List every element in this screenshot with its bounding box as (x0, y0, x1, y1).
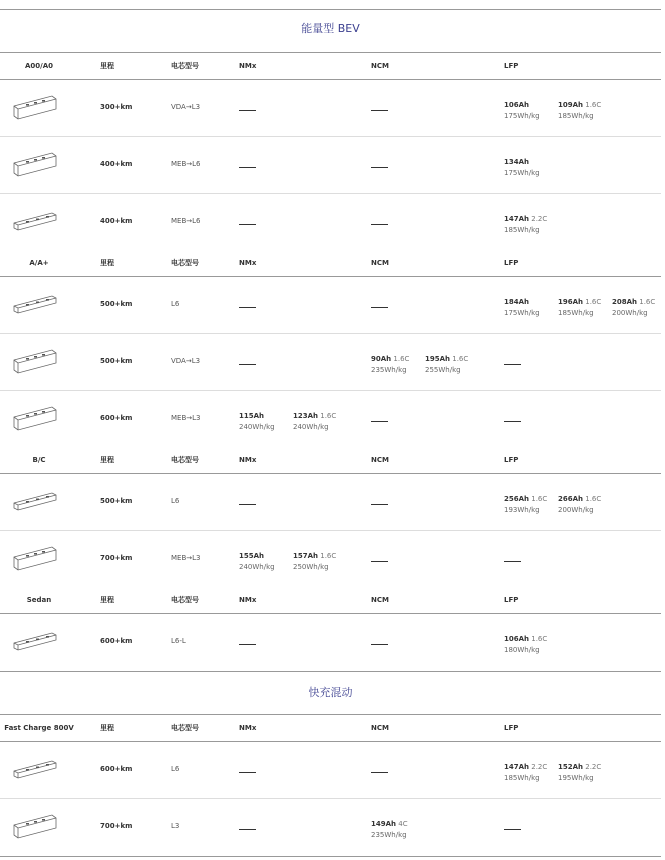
battery-cell-image (12, 403, 58, 435)
c-rate: 1.6C (585, 298, 602, 306)
empty-dash (371, 561, 388, 562)
cell-model: L6-L (171, 637, 186, 645)
energy-density: 235Wh/kg (371, 831, 407, 839)
category-label: A/A+ (29, 259, 49, 267)
column-header: LFP (504, 456, 519, 464)
empty-dash (371, 504, 388, 505)
energy-density: 185Wh/kg (558, 309, 594, 317)
group-header (0, 587, 661, 613)
energy-density: 175Wh/kg (504, 169, 540, 177)
column-header: NCM (371, 724, 389, 732)
c-rate: 2.2C (585, 763, 602, 771)
empty-dash (239, 829, 256, 830)
energy-density: 250Wh/kg (293, 563, 329, 571)
column-header: NCM (371, 259, 389, 267)
column-header: 里程 (100, 724, 114, 732)
column-header: 里程 (100, 456, 114, 464)
range-value: 500+km (100, 300, 133, 308)
column-header: LFP (504, 596, 519, 604)
range-value: 400+km (100, 217, 133, 225)
energy-density: 185Wh/kg (504, 774, 540, 782)
cell-spec (371, 354, 409, 376)
cell-spec (504, 157, 540, 179)
empty-dash (239, 307, 256, 308)
column-header: NCM (371, 596, 389, 604)
battery-cell-image (12, 486, 58, 518)
c-rate: 1.6C (452, 355, 469, 363)
capacity-value: 147Ah (504, 215, 530, 223)
capacity-value: 90Ah (371, 355, 392, 363)
cell-spec (504, 297, 540, 319)
empty-dash (504, 561, 521, 562)
c-rate: 4C (398, 820, 408, 828)
cell-model: MEB→L6 (171, 217, 201, 225)
cell-spec (239, 551, 275, 573)
capacity-value: 266Ah (558, 495, 584, 503)
cell-model: MEB→L6 (171, 160, 201, 168)
empty-dash (504, 421, 521, 422)
range-value: 400+km (100, 160, 133, 168)
battery-cell-image (12, 149, 58, 181)
empty-dash (504, 829, 521, 830)
column-header: NMx (239, 456, 257, 464)
c-rate: 1.6C (320, 412, 337, 420)
table-divider (0, 473, 661, 474)
c-rate: 1.6C (585, 101, 602, 109)
group-header (0, 53, 661, 79)
c-rate: 2.2C (531, 763, 548, 771)
table-divider (0, 136, 661, 137)
range-value: 700+km (100, 554, 133, 562)
energy-density: 200Wh/kg (558, 506, 594, 514)
cell-model: L3 (171, 822, 180, 830)
battery-cell-image (12, 206, 58, 238)
column-header: 电芯型号 (171, 456, 199, 464)
capacity-value: 208Ah (612, 298, 638, 306)
column-header: NMx (239, 62, 257, 70)
column-header: 里程 (100, 259, 114, 267)
empty-dash (371, 644, 388, 645)
battery-cell-image (12, 289, 58, 321)
column-header: NMx (239, 596, 257, 604)
cell-spec (371, 819, 408, 841)
column-header: 里程 (100, 62, 114, 70)
battery-cell-image (12, 543, 58, 575)
empty-dash (239, 644, 256, 645)
energy-density: 240Wh/kg (239, 423, 275, 431)
cell-spec (558, 100, 601, 122)
energy-density: 240Wh/kg (239, 563, 275, 571)
energy-density: 193Wh/kg (504, 506, 540, 514)
column-header: 里程 (100, 596, 114, 604)
energy-density: 175Wh/kg (504, 112, 540, 120)
cell-spec (504, 494, 547, 516)
cell-spec (293, 411, 336, 433)
table-divider (0, 613, 661, 614)
energy-density: 240Wh/kg (293, 423, 329, 431)
cell-model: MEB→L3 (171, 414, 201, 422)
battery-cell-image (12, 811, 58, 843)
category-label: B/C (32, 456, 46, 464)
cell-spec (425, 354, 468, 376)
table-divider (0, 9, 661, 10)
column-header: NCM (371, 456, 389, 464)
cell-spec (239, 411, 275, 433)
section-title: 能量型 BEV (301, 22, 360, 35)
empty-dash (504, 364, 521, 365)
energy-density: 195Wh/kg (558, 774, 594, 782)
category-label: Sedan (26, 596, 52, 604)
column-header: 电芯型号 (171, 259, 199, 267)
capacity-value: 152Ah (558, 763, 584, 771)
energy-density: 180Wh/kg (504, 646, 540, 654)
cell-spec (558, 297, 601, 319)
empty-dash (239, 110, 256, 111)
c-rate: 1.6C (393, 355, 410, 363)
capacity-value: 106Ah (504, 101, 530, 109)
cell-model: MEB→L3 (171, 554, 201, 562)
energy-density: 185Wh/kg (504, 226, 540, 234)
table-divider (0, 276, 661, 277)
capacity-value: 109Ah (558, 101, 584, 109)
group-header (0, 250, 661, 276)
range-value: 600+km (100, 637, 133, 645)
empty-dash (371, 307, 388, 308)
c-rate: 1.6C (531, 495, 548, 503)
c-rate: 1.6C (585, 495, 602, 503)
energy-density: 185Wh/kg (558, 112, 594, 120)
capacity-value: 134Ah (504, 158, 530, 166)
capacity-value: 106Ah (504, 635, 530, 643)
cell-spec (558, 762, 601, 784)
column-header: 电芯型号 (171, 724, 199, 732)
cell-spec (504, 634, 547, 656)
energy-density: 235Wh/kg (371, 366, 407, 374)
empty-dash (371, 110, 388, 111)
cell-spec (293, 551, 336, 573)
empty-dash (371, 421, 388, 422)
capacity-value: 123Ah (293, 412, 319, 420)
energy-density: 255Wh/kg (425, 366, 461, 374)
capacity-value: 195Ah (425, 355, 451, 363)
table-divider (0, 390, 661, 391)
energy-density: 175Wh/kg (504, 309, 540, 317)
energy-density: 200Wh/kg (612, 309, 648, 317)
empty-dash (371, 167, 388, 168)
table-divider (0, 671, 661, 672)
battery-cell-image (12, 346, 58, 378)
column-header: LFP (504, 724, 519, 732)
cell-spec (504, 214, 547, 236)
category-label: A00/A0 (24, 62, 53, 70)
table-divider (0, 856, 661, 857)
battery-cell-image (12, 754, 58, 786)
capacity-value: 147Ah (504, 763, 530, 771)
cell-spec (504, 100, 540, 122)
cell-model: VDA→L3 (171, 103, 201, 111)
empty-dash (239, 772, 256, 773)
empty-dash (239, 504, 256, 505)
c-rate: 1.6C (639, 298, 656, 306)
capacity-value: 149Ah (371, 820, 397, 828)
table-divider (0, 798, 661, 799)
empty-dash (371, 224, 388, 225)
capacity-value: 184Ah (504, 298, 530, 306)
column-header: NMx (239, 259, 257, 267)
capacity-value: 157Ah (293, 552, 319, 560)
empty-dash (239, 167, 256, 168)
capacity-value: 256Ah (504, 495, 530, 503)
capacity-value: 155Ah (239, 552, 265, 560)
column-header: NMx (239, 724, 257, 732)
column-header: LFP (504, 62, 519, 70)
empty-dash (239, 224, 256, 225)
group-header (0, 447, 661, 473)
cell-model: L6 (171, 765, 180, 773)
c-rate: 2.2C (531, 215, 548, 223)
cell-spec (612, 297, 655, 319)
column-header: 电芯型号 (171, 596, 199, 604)
battery-cell-image (12, 626, 58, 658)
section-title: 快充混动 (308, 686, 353, 699)
column-header: NCM (371, 62, 389, 70)
cell-model: VDA→L3 (171, 357, 201, 365)
c-rate: 1.6C (531, 635, 548, 643)
range-value: 700+km (100, 822, 133, 830)
range-value: 600+km (100, 765, 133, 773)
range-value: 300+km (100, 103, 133, 111)
table-divider (0, 333, 661, 334)
table-divider (0, 79, 661, 80)
cell-model: L6 (171, 300, 180, 308)
table-divider (0, 193, 661, 194)
range-value: 500+km (100, 357, 133, 365)
cell-spec (504, 762, 547, 784)
range-value: 600+km (100, 414, 133, 422)
table-divider (0, 530, 661, 531)
empty-dash (239, 364, 256, 365)
capacity-value: 115Ah (239, 412, 265, 420)
category-label: Fast Charge 800V (4, 724, 74, 732)
group-header (0, 715, 661, 741)
cell-model: L6 (171, 497, 180, 505)
column-header: 电芯型号 (171, 62, 199, 70)
table-divider (0, 741, 661, 742)
cell-spec (558, 494, 601, 516)
c-rate: 1.6C (320, 552, 337, 560)
battery-cell-image (12, 92, 58, 124)
range-value: 500+km (100, 497, 133, 505)
column-header: LFP (504, 259, 519, 267)
capacity-value: 196Ah (558, 298, 584, 306)
empty-dash (371, 772, 388, 773)
